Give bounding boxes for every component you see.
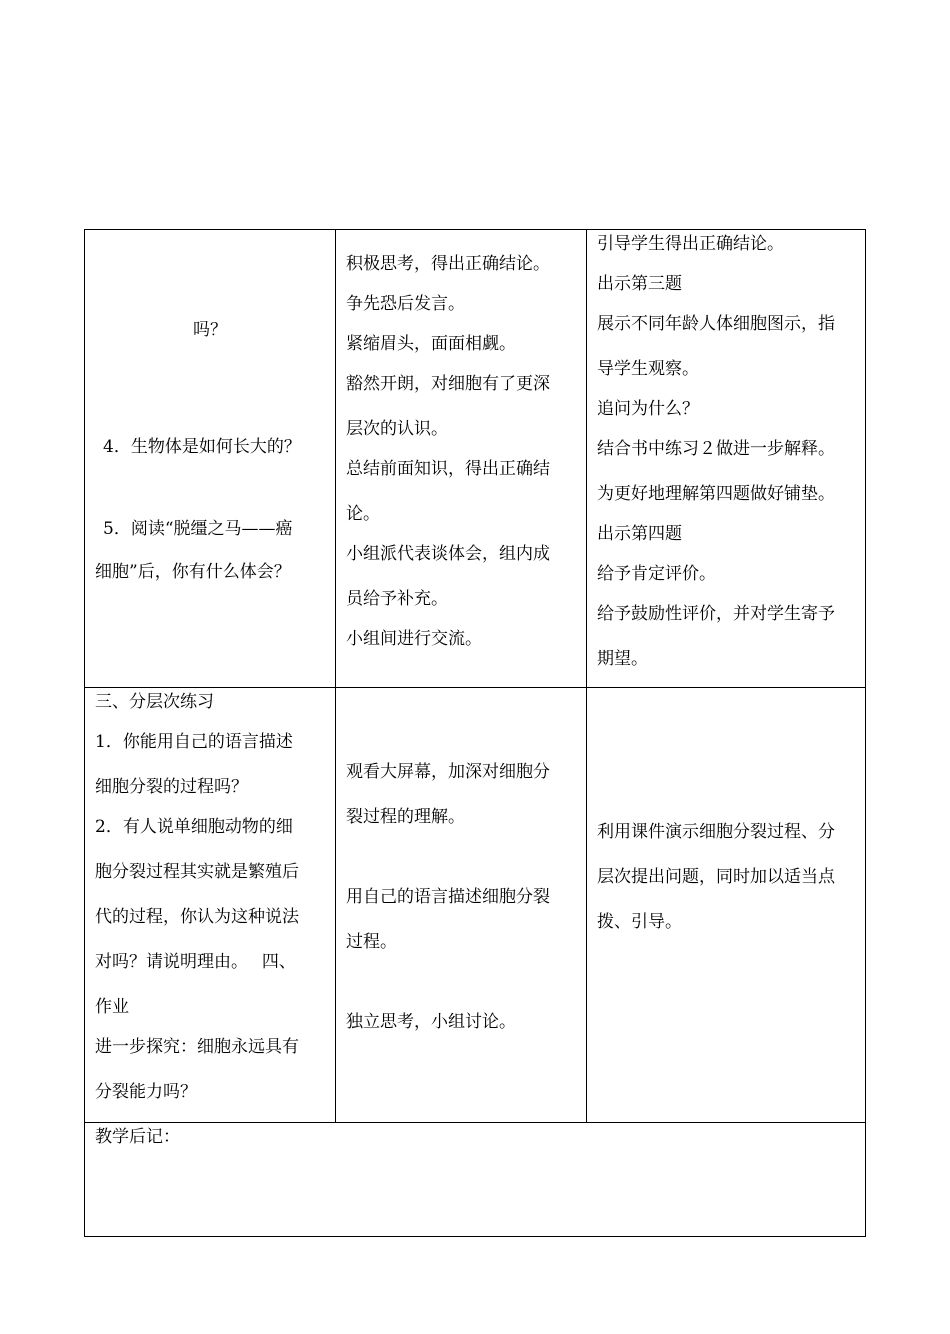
row1-col2-line-3: 豁然开朗，对细胞有了更深 — [346, 374, 550, 394]
row2-col2-line-0: 观看大屏幕，加深对细胞分 — [346, 762, 550, 782]
row2-col1-line-9: 分裂能力吗？ — [95, 1082, 197, 1102]
row1-col3-line-2: 展示不同年龄人体细胞图示，指 — [597, 314, 835, 334]
row2-col1-line-6: 对吗？请说明理由。 四、 — [95, 952, 296, 972]
row1-col3-line-8: 给予肯定评价。 — [597, 564, 716, 584]
row2-col2-line-2: 用自己的语言描述细胞分裂 — [346, 887, 550, 907]
row2-col1-line-2: 细胞分裂的过程吗？ — [95, 777, 248, 797]
row1-col1-line-3: 细胞”后，你有什么体会？ — [95, 562, 291, 582]
row2-col3-cell — [586, 687, 866, 1123]
row1-col3-line-6: 为更好地理解第四题做好铺垫。 — [597, 484, 835, 504]
row1-col2-line-1: 争先恐后发言。 — [346, 294, 465, 314]
row2-col1-line-7: 作业 — [95, 997, 129, 1017]
row1-col2-line-2: 紧缩眉头，面面相觑。 — [346, 334, 516, 354]
row2-col3-line-0: 利用课件演示细胞分裂过程、分 — [597, 822, 835, 842]
row1-col2-line-7: 小组派代表谈体会，组内成 — [346, 544, 550, 564]
row2-col1-cell — [84, 687, 336, 1123]
row1-col3-line-4: 追问为什么？ — [597, 399, 699, 419]
row2-col1-line-3: 2．有人说单细胞动物的细 — [95, 817, 293, 837]
row1-col2-line-5: 总结前面知识，得出正确结 — [346, 459, 550, 479]
row2-col2-line-1: 裂过程的理解。 — [346, 807, 465, 827]
row1-col3-line-7: 出示第四题 — [597, 524, 682, 544]
row1-col3-line-10: 期望。 — [597, 649, 648, 669]
row1-col3-line-1: 出示第三题 — [597, 274, 682, 294]
row1-col2-line-6: 论。 — [346, 504, 380, 524]
row2-col3-line-2: 拨、引导。 — [597, 912, 682, 932]
row1-col2-line-0: 积极思考，得出正确结论。 — [346, 254, 550, 274]
row2-col1-line-8: 进一步探究：细胞永远具有 — [95, 1037, 299, 1057]
row1-col2-line-4: 层次的认识。 — [346, 419, 448, 439]
row1-col1-line-1: 4．生物体是如何长大的？ — [103, 437, 301, 457]
row1-col2-cell — [335, 229, 587, 688]
row2-col2-line-3: 过程。 — [346, 932, 397, 952]
row2-col1-line-1: 1．你能用自己的语言描述 — [95, 732, 293, 752]
row2-col2-line-4: 独立思考，小组讨论。 — [346, 1012, 516, 1032]
row1-col1-cell — [84, 229, 336, 688]
row1-col3-cell — [586, 229, 866, 688]
row2-col1-line-4: 胞分裂过程其实就是繁殖后 — [95, 862, 299, 882]
row1-col3-line-5: 结合书中练习２做进一步解释。 — [597, 439, 835, 459]
teaching-notes-cell — [84, 1122, 866, 1237]
row2-col2-cell — [335, 687, 587, 1123]
row1-col1-line-0: 吗？ — [193, 320, 227, 340]
row1-col3-line-0: 引导学生得出正确结论。 — [597, 234, 784, 254]
row1-col3-line-3: 导学生观察。 — [597, 359, 699, 379]
row1-col1-line-2: 5．阅读“脱缰之马——癌 — [103, 519, 293, 539]
row1-col3-line-9: 给予鼓励性评价，并对学生寄予 — [597, 604, 835, 624]
teaching-notes-label: 教学后记： — [95, 1127, 180, 1147]
row2-col1-line-0: 三、分层次练习 — [95, 692, 214, 712]
row1-col2-line-9: 小组间进行交流。 — [346, 629, 482, 649]
row2-col3-line-1: 层次提出问题，同时加以适当点 — [597, 867, 835, 887]
row2-col1-line-5: 代的过程，你认为这种说法 — [95, 907, 299, 927]
row1-col2-line-8: 员给予补充。 — [346, 589, 448, 609]
